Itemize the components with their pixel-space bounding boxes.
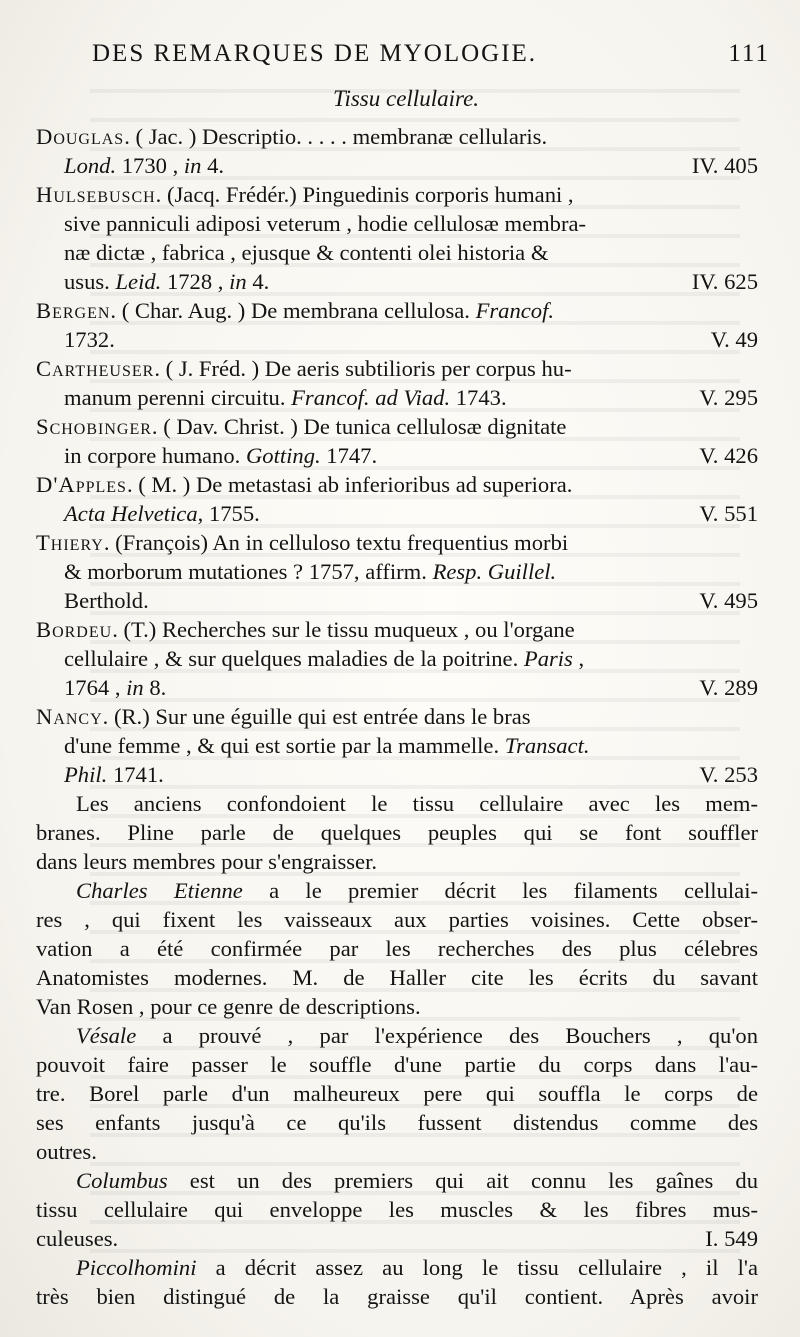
- entry-text: 4.: [201, 153, 225, 178]
- text-line: [36, 992, 776, 1021]
- author-name: D'Apples: [36, 472, 127, 497]
- italic-text: Francof. ad Viad.: [291, 385, 451, 410]
- paragraph: [36, 876, 776, 1021]
- bibliography-entry: [36, 412, 776, 470]
- italic-text: Leid.: [115, 269, 162, 294]
- line-text: vation a été confirmée par les recherches des plus célebres: [36, 936, 758, 961]
- line-text: a prouvé , par l'expérience des Bouchers , qu'on: [136, 1023, 758, 1048]
- text-line: [36, 1021, 776, 1050]
- author-name: Douglas: [36, 124, 125, 149]
- paragraph: [36, 1166, 776, 1253]
- entry-text: & morborum mutationes ? 1757, affirm.: [64, 559, 433, 584]
- text-line: [36, 1282, 776, 1311]
- entry-line: [36, 325, 776, 354]
- entry-text: Berthold.: [64, 588, 149, 613]
- entry-line: [36, 586, 776, 615]
- section-title: Tissu cellulaire.: [332, 86, 480, 111]
- paragraph: [36, 1253, 776, 1311]
- line-text: tissu cellulaire qui enveloppe les muscles & les fibres mus-: [36, 1197, 758, 1222]
- text-line: [36, 934, 776, 963]
- line-text: ses enfants jusqu'à ce qu'ils fussent distendus comme des: [36, 1110, 758, 1135]
- entry-text: . ( Char. Aug. ) De membrana cellulosa.: [110, 298, 476, 323]
- volume-page-ref: V. 49: [710, 327, 758, 352]
- entry-line: [36, 383, 776, 412]
- volume-page-ref: IV. 405: [691, 153, 758, 178]
- entry-line: [36, 731, 776, 760]
- entry-text: næ dictæ , fabrica , ejusque & contenti olei historia &: [64, 240, 549, 265]
- entry-line: [36, 470, 776, 499]
- entry-line: [36, 354, 776, 383]
- text-line: [36, 1166, 776, 1195]
- volume-page-ref: V. 295: [699, 385, 758, 410]
- line-text: pouvoit faire passer le souffle d'une partie du corps dans l'au-: [36, 1052, 758, 1077]
- line-text: a le premier décrit les filaments cellulai-: [242, 878, 758, 903]
- entry-text: 4.: [246, 269, 270, 294]
- entry-line: [36, 412, 776, 441]
- volume-page-ref: V. 253: [699, 762, 758, 787]
- author-name: Hulsebusch: [36, 182, 156, 207]
- italic-text: in: [229, 269, 247, 294]
- volume-page-ref: V. 426: [699, 443, 758, 468]
- line-text: Anatomistes modernes. M. de Haller cite les écrits du savant: [36, 965, 758, 990]
- volume-page-ref: IV. 625: [691, 269, 758, 294]
- italic-text: Francof.: [475, 298, 555, 323]
- cited-name: Vésale: [76, 1023, 137, 1048]
- italic-text: Gotting.: [245, 443, 321, 468]
- bibliography-list: [36, 122, 776, 789]
- entry-text: usus.: [64, 269, 116, 294]
- page-number: 111: [728, 40, 770, 67]
- entry-line: [36, 441, 776, 470]
- text-line: [36, 905, 776, 934]
- text-line: [36, 1108, 776, 1137]
- text-line: [36, 1050, 776, 1079]
- line-text: branes. Pline parle de quelques peuples qui se font souffler: [36, 820, 758, 845]
- entry-text: cellulaire , & sur quelques maladies de la poitrine.: [64, 646, 524, 671]
- line-text: culeuses.: [36, 1226, 119, 1251]
- text-line: [36, 818, 776, 847]
- line-text: Van Rosen , pour ce genre de descriptions.: [36, 994, 421, 1019]
- line-text: est un des premiers qui ait connu les gaînes du: [167, 1168, 758, 1193]
- entry-line: [36, 180, 776, 209]
- entry-text: manum perenni circuitu.: [64, 385, 292, 410]
- entry-text: 1741.: [107, 762, 164, 787]
- line-text: a décrit assez au long le tissu cellulaire , il l'a: [196, 1255, 758, 1280]
- entry-line: [36, 615, 776, 644]
- running-title: DES REMARQUES DE MYOLOGIE.: [92, 40, 538, 67]
- paragraph: [36, 789, 776, 876]
- entry-line: [36, 238, 776, 267]
- entry-text: d'une femme , & qui est sortie par la mammelle.: [64, 733, 505, 758]
- entry-text: 1764 ,: [64, 675, 127, 700]
- entry-text: . (Jacq. Frédér.) Pinguedinis corporis humani ,: [155, 182, 574, 207]
- text-line: [36, 1224, 776, 1253]
- entry-text: sive panniculi adiposi veterum , hodie cellulosæ membra-: [64, 211, 587, 236]
- entry-text: 1743.: [450, 385, 507, 410]
- bibliography-entry: [36, 615, 776, 702]
- bibliography-entry: [36, 354, 776, 412]
- italic-text: Paris: [523, 646, 573, 671]
- cited-name: Charles Etienne: [76, 878, 243, 903]
- author-name: Bordeu: [36, 617, 113, 642]
- entry-text: ,: [572, 646, 585, 671]
- entry-text: . ( M. ) De metastasi ab inferioribus ad superiora.: [126, 472, 573, 497]
- entry-line: [36, 702, 776, 731]
- line-text: Les anciens confondoient le tissu cellulaire avec les mem-: [76, 791, 758, 816]
- entry-line: [36, 673, 776, 702]
- italic-text: in: [183, 153, 202, 178]
- text-line: [36, 1079, 776, 1108]
- author-name: Nancy: [36, 704, 103, 729]
- entry-line: [36, 644, 776, 673]
- entry-text: . (T.) Recherches sur le tissu muqueux , ou l'organe: [112, 617, 575, 642]
- entry-text: in corpore humano.: [64, 443, 246, 468]
- bibliography-entry: [36, 702, 776, 789]
- entry-line: [36, 557, 776, 586]
- author-name: Bergen: [36, 298, 111, 323]
- running-head: [92, 40, 770, 80]
- line-text: dans leurs membres pour s'engraisser.: [36, 849, 378, 874]
- bibliography-entry: [36, 296, 776, 354]
- entry-text: 8.: [143, 675, 167, 700]
- text-line: [36, 963, 776, 992]
- text-line: [36, 876, 776, 905]
- bibliography-entry: [36, 470, 776, 528]
- entry-line: [36, 528, 776, 557]
- author-name: Thiery: [36, 530, 104, 555]
- body-text: [36, 789, 776, 1311]
- italic-text: Lond.: [64, 153, 117, 178]
- line-text: outres.: [36, 1139, 97, 1164]
- text-line: [36, 789, 776, 818]
- entry-text: . (François) An in celluloso textu frequentius morbi: [103, 530, 569, 555]
- entry-text: . ( Jac. ) Descriptio. . . . . membranæ cellularis.: [124, 124, 548, 149]
- entry-line: [36, 760, 776, 789]
- volume-page-ref: V. 289: [699, 675, 758, 700]
- text-line: [36, 1253, 776, 1282]
- author-name: Schobinger: [36, 414, 152, 439]
- volume-page-ref: V. 551: [699, 501, 758, 526]
- italic-text: in: [126, 675, 144, 700]
- entry-text: 1747.: [320, 443, 378, 468]
- paragraph: [36, 1021, 776, 1166]
- bibliography-entry: [36, 122, 776, 180]
- cited-name: Piccolhomini: [76, 1255, 197, 1280]
- bibliography-entry: [36, 528, 776, 615]
- entry-text: . ( J. Fréd. ) De aeris subtilioris per corpus hu-: [154, 356, 572, 381]
- entry-text: . ( Dav. Christ. ) De tunica cellulosæ dignitate: [151, 414, 567, 439]
- italic-text: Resp. Guillel.: [432, 559, 557, 584]
- entry-text: , 1755.: [197, 501, 260, 526]
- text-line: [36, 1137, 776, 1166]
- text-line: [36, 847, 776, 876]
- author-name: Cartheuser: [36, 356, 155, 381]
- italic-text: Transact.: [504, 733, 590, 758]
- volume-page-ref: V. 495: [699, 588, 758, 613]
- entry-line: [36, 499, 776, 528]
- italic-text: Phil.: [64, 762, 108, 787]
- cited-name: Columbus: [76, 1168, 168, 1193]
- entry-line: [36, 267, 776, 296]
- entry-text: 1730 ,: [116, 153, 184, 178]
- bibliography-entry: [36, 180, 776, 296]
- entry-line: [36, 122, 776, 151]
- line-text: très bien distingué de la graisse qu'il contient. Après avoir: [36, 1284, 758, 1309]
- entry-line: [36, 151, 776, 180]
- line-text: tre. Borel parle d'un malheureux pere qui souffla le corps de: [36, 1081, 758, 1106]
- entry-text: 1732.: [64, 327, 115, 352]
- text-line: [36, 1195, 776, 1224]
- entry-text: 1728 ,: [161, 269, 230, 294]
- entry-line: [36, 296, 776, 325]
- italic-text: Acta Helvetica: [64, 501, 198, 526]
- entry-text: . (R.) Sur une éguille qui est entrée dans le bras: [102, 704, 531, 729]
- entry-line: [36, 209, 776, 238]
- line-text: res , qui fixent les vaisseaux aux parties voisines. Cette obser-: [36, 907, 758, 932]
- volume-page-ref: I. 549: [705, 1226, 758, 1251]
